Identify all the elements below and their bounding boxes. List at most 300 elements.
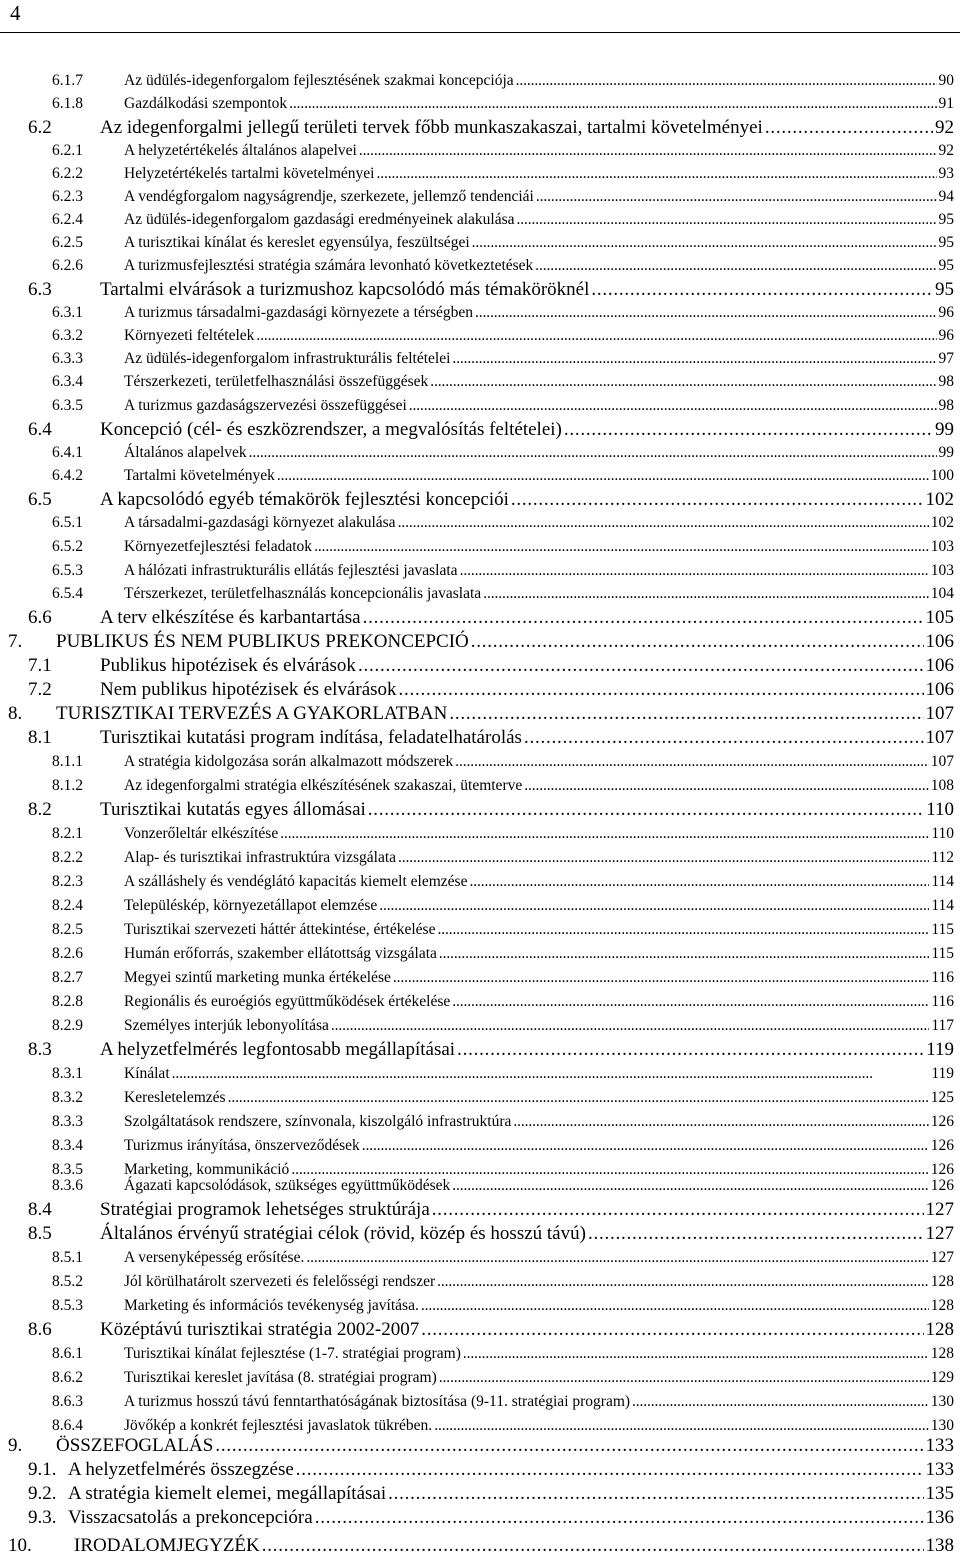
toc-dot-leader — [388, 1481, 923, 1507]
toc-entry-number: 6.3 — [0, 277, 100, 303]
toc-entry[interactable] — [0, 895, 960, 917]
toc-entry-title: Koncepció (cél- és eszközrendszer, a megvalósítás feltételei) — [100, 417, 562, 443]
toc-entry-title: Regionális és euroégiós együttműködések értékelése — [124, 991, 450, 1013]
toc-entry[interactable] — [0, 751, 960, 773]
toc-dot-leader — [398, 847, 929, 869]
toc-entry-number: 8.5.1 — [0, 1247, 124, 1269]
toc-dot-leader — [437, 919, 929, 941]
toc-dot-leader — [535, 255, 936, 277]
toc-entry-number: 8.4 — [0, 1197, 100, 1223]
toc-dot-leader — [256, 325, 936, 347]
toc-entry-title: Turisztikai kínálat fejlesztése (1-7. stratégiai program) — [124, 1343, 461, 1365]
toc-entry-title: A társadalmi-gazdasági környezet alakulása — [124, 512, 396, 534]
toc-entry-title: TURISZTIKAI TERVEZÉS A GYAKORLATBAN — [56, 701, 447, 727]
toc-entry-number: 7. — [0, 629, 56, 655]
toc-entry[interactable] — [0, 1343, 960, 1365]
toc-dot-leader — [516, 70, 937, 92]
toc-entry[interactable] — [0, 348, 960, 370]
toc-entry-number: 6.5.2 — [0, 536, 124, 558]
toc-entry-title: IRODALOMJEGYZÉK — [74, 1533, 260, 1559]
toc-entry-page: 127 — [926, 1197, 960, 1223]
toc-entry-number: 6.4.2 — [0, 465, 124, 487]
toc-entry-page: 98 — [939, 395, 960, 417]
toc-dot-leader — [591, 277, 933, 303]
toc-entry-title: Turisztikai kereslet javítása (8. stratégiai program) — [124, 1367, 437, 1389]
toc-entry-number: 8.3.5 — [0, 1159, 124, 1181]
toc-dot-leader — [439, 1367, 929, 1389]
toc-entry-page: 129 — [931, 1367, 960, 1389]
toc-entry-page: 106 — [926, 677, 960, 703]
toc-dot-leader — [306, 1247, 928, 1269]
toc-entry[interactable] — [0, 70, 960, 92]
toc-entry[interactable] — [0, 605, 960, 631]
toc-entry-number: 6.2.6 — [0, 255, 124, 277]
toc-entry[interactable] — [0, 1505, 960, 1531]
toc-entry-title: Jól körülhatárolt szervezeti és felelősségi rendszer — [124, 1271, 435, 1293]
toc-entry-page: 138 — [926, 1533, 960, 1559]
toc-entry[interactable] — [0, 371, 960, 393]
toc-entry[interactable] — [0, 93, 960, 115]
toc-entry-page: 108 — [931, 775, 960, 797]
toc-entry-page: 114 — [931, 871, 960, 893]
toc-entry[interactable] — [0, 1433, 960, 1459]
toc-entry-title: Településkép, környezetállapot elemzése — [124, 895, 377, 917]
toc-entry-page: 128 — [931, 1271, 960, 1293]
toc-entry[interactable] — [0, 1037, 960, 1063]
toc-entry[interactable] — [0, 1247, 960, 1269]
toc-entry[interactable] — [0, 701, 960, 727]
toc-entry[interactable] — [0, 186, 960, 208]
toc-entry-title: Az üdülés-idegenforgalom fejlesztésének szakmai koncepciója — [124, 70, 514, 92]
toc-entry-number: 8.2.1 — [0, 823, 124, 845]
toc-entry[interactable] — [0, 1221, 960, 1247]
toc-entry-title: Általános érvényű stratégiai célok (rövid, közép és hosszú távú) — [100, 1221, 586, 1247]
toc-entry-page: 135 — [926, 1481, 960, 1507]
toc-dot-leader — [280, 823, 929, 845]
toc-dot-leader — [517, 209, 937, 231]
toc-entry-number: 8.2.7 — [0, 967, 124, 989]
toc-entry-number: 8.5 — [0, 1221, 100, 1247]
toc-entry-page: 130 — [931, 1415, 960, 1437]
toc-entry-number: 6.2.2 — [0, 163, 124, 185]
toc-entry-number: 6.5.3 — [0, 560, 124, 582]
toc-dot-leader — [421, 1317, 923, 1343]
toc-dot-leader — [513, 1111, 928, 1133]
toc-dot-leader — [363, 605, 924, 631]
toc-entry[interactable] — [0, 1271, 960, 1293]
toc-entry[interactable] — [0, 629, 960, 655]
toc-entry-page: 128 — [926, 1317, 960, 1343]
toc-entry[interactable] — [0, 465, 960, 487]
toc-dot-leader — [524, 775, 929, 797]
toc-entry-number: 6.3.4 — [0, 371, 124, 393]
toc-entry[interactable] — [0, 1111, 960, 1133]
toc-entry-title: Gazdálkodási szempontok — [124, 93, 287, 115]
toc-entry-page: 92 — [935, 115, 960, 141]
toc-entry-page: 110 — [931, 823, 960, 845]
toc-entry-page: 107 — [926, 725, 960, 751]
toc-entry[interactable] — [0, 797, 960, 823]
toc-entry[interactable] — [0, 325, 960, 347]
toc-entry[interactable] — [0, 871, 960, 893]
toc-entry[interactable] — [0, 1457, 960, 1483]
toc-entry-number: 8.1.1 — [0, 751, 124, 773]
toc-entry[interactable] — [0, 823, 960, 845]
toc-entry-page: 128 — [931, 1295, 960, 1317]
toc-entry-number: 8.3.4 — [0, 1135, 124, 1157]
page-number: 4 — [10, 0, 21, 26]
toc-entry-number: 6.3.1 — [0, 302, 124, 324]
toc-entry[interactable] — [0, 302, 960, 324]
toc-entry-title: Térszerkezeti, területfelhasználási összefüggések — [124, 371, 428, 393]
toc-entry[interactable] — [0, 1295, 960, 1317]
toc-entry-title: Turisztikai kutatási program indítása, feladatelhatárolás — [100, 725, 522, 751]
toc-entry[interactable] — [0, 417, 960, 443]
toc-entry-page: 103 — [931, 560, 960, 582]
toc-entry-page: 102 — [926, 487, 960, 513]
toc-dot-leader — [536, 186, 937, 208]
toc-entry[interactable] — [0, 725, 960, 751]
toc-entry-page: 102 — [931, 512, 960, 534]
toc-entry-number: 8. — [0, 701, 56, 727]
toc-entry-title: A szálláshely és vendéglátó kapacitás kiemelt elemzése — [124, 871, 467, 893]
toc-entry-number: 6.3.3 — [0, 348, 124, 370]
toc-entry-page: 97 — [939, 348, 960, 370]
toc-dot-leader — [362, 1135, 929, 1157]
toc-entry-page: 126 — [931, 1111, 960, 1133]
toc-dot-leader — [376, 163, 936, 185]
toc-entry[interactable] — [0, 1135, 960, 1157]
toc-entry-number: 6.2.5 — [0, 232, 124, 254]
toc-dot-leader — [409, 395, 937, 417]
toc-entry-page: 99 — [935, 417, 960, 443]
toc-dot-leader — [314, 536, 929, 558]
toc-entry-page: 114 — [931, 895, 960, 917]
toc-entry-number: 8.6.2 — [0, 1367, 124, 1389]
toc-entry[interactable] — [0, 991, 960, 1013]
toc-entry[interactable] — [0, 967, 960, 989]
toc-entry[interactable] — [0, 512, 960, 534]
toc-dot-leader — [588, 1221, 924, 1247]
toc-entry-title: A helyzetfelmérés legfontosabb megállapításai — [100, 1037, 455, 1063]
toc-entry-title: A helyzetértékelés általános alapelvei — [124, 140, 357, 162]
toc-entry-number: 8.5.3 — [0, 1295, 124, 1317]
toc-entry-page: 110 — [926, 797, 960, 823]
toc-dot-leader — [452, 991, 929, 1013]
toc-entry-number: 6.1.8 — [0, 93, 124, 115]
toc-dot-leader — [289, 93, 936, 115]
toc-dot-leader — [359, 140, 937, 162]
toc-dot-leader — [249, 442, 937, 464]
toc-entry[interactable] — [0, 209, 960, 231]
toc-entry[interactable] — [0, 487, 960, 513]
toc-entry-number: 8.1.2 — [0, 775, 124, 797]
toc-entry-page: 112 — [931, 847, 960, 869]
toc-entry-page: 106 — [926, 653, 960, 679]
toc-entry-title: Kínálat — [124, 1063, 170, 1085]
toc-entry-page: 94 — [939, 186, 960, 208]
toc-entry-title: Marketing, kommunikáció — [124, 1159, 289, 1181]
toc-entry-title: A turizmus hosszú távú fenntarthatóságának biztosítása (9-11. stratégiai program) — [124, 1391, 630, 1413]
toc-entry-number: 6.5 — [0, 487, 100, 513]
toc-entry-page: 119 — [931, 1063, 960, 1085]
toc-entry[interactable] — [0, 583, 960, 605]
toc-dot-leader — [215, 1433, 923, 1459]
toc-entry-title: Szolgáltatások rendszere, színvonala, kiszolgáló infrastruktúra — [124, 1111, 511, 1133]
toc-entry[interactable] — [0, 1367, 960, 1389]
toc-entry-page: 95 — [935, 277, 960, 303]
toc-entry-title: Vonzerőleltár elkészítése — [124, 823, 278, 845]
toc-entry-title: Az idegenforgalmi stratégia elkészítésének szakaszai, ütemterve — [124, 775, 522, 797]
toc-entry-number: 9. — [0, 1433, 56, 1459]
toc-entry[interactable] — [0, 140, 960, 162]
toc-entry[interactable] — [0, 1481, 960, 1507]
toc-dot-leader — [228, 1087, 929, 1109]
toc-entry-number: 8.6.1 — [0, 1343, 124, 1365]
toc-entry-number: 8.2 — [0, 797, 100, 823]
toc-entry-title: A turizmus társadalmi-gazdasági környezete a térségben — [124, 302, 473, 324]
toc-entry-title: A hálózati infrastrukturális ellátás fejlesztési javaslata — [124, 560, 458, 582]
toc-entry-title: A turisztikai kínálat és kereslet egyensúlya, feszültségei — [124, 232, 470, 254]
toc-entry[interactable] — [0, 919, 960, 941]
toc-entry[interactable] — [0, 1063, 960, 1085]
toc-entry-number: 8.2.8 — [0, 991, 124, 1013]
toc-entry-page: 130 — [931, 1391, 960, 1413]
toc-entry-number: 8.2.6 — [0, 943, 124, 965]
toc-entry-title: PUBLIKUS ÉS NEM PUBLIKUS PREKONCEPCIÓ — [56, 629, 469, 655]
toc-entry-number: 6.1.7 — [0, 70, 124, 92]
toc-entry-number: 10. — [0, 1533, 74, 1559]
toc-entry[interactable] — [0, 677, 960, 703]
toc-entry[interactable] — [0, 442, 960, 464]
toc-entry-title: A turizmus gazdaságszervezési összefüggései — [124, 395, 407, 417]
toc-entry-title: Személyes interjúk lebonyolítása — [124, 1015, 329, 1037]
toc-entry-number: 8.6.4 — [0, 1415, 124, 1437]
toc-dot-leader — [457, 1037, 924, 1063]
toc-dot-leader — [432, 1197, 924, 1223]
toc-entry[interactable] — [0, 536, 960, 558]
toc-dot-leader — [765, 115, 933, 141]
toc-entry-title: Turisztikai szervezeti háttér áttekintése, értékelése — [124, 919, 435, 941]
toc-dot-leader — [277, 465, 929, 487]
toc-entry-number: 8.2.4 — [0, 895, 124, 917]
toc-entry-page: 96 — [939, 325, 960, 347]
toc-dot-leader — [455, 751, 928, 773]
toc-entry-title: Helyzetértékelés tartalmi követelményei — [124, 163, 374, 185]
toc-entry-page: 117 — [931, 1015, 960, 1037]
toc-entry-title: Keresletelemzés — [124, 1087, 226, 1109]
toc-entry-title: Turisztikai kutatás egyes állomásai — [100, 797, 366, 823]
toc-entry-number: 8.2.5 — [0, 919, 124, 941]
toc-entry-page: 126 — [931, 1135, 960, 1157]
toc-entry-number: 9.1. — [0, 1457, 68, 1483]
toc-entry[interactable] — [0, 1015, 960, 1037]
toc-entry[interactable] — [0, 560, 960, 582]
toc-entry-page: 119 — [926, 1037, 960, 1063]
toc-entry[interactable] — [0, 847, 960, 869]
toc-dot-leader — [452, 348, 936, 370]
toc-entry-title: Az üdülés-idegenforgalom infrastrukturális feltételei — [124, 348, 450, 370]
toc-entry[interactable] — [0, 1391, 960, 1413]
toc-dot-leader — [463, 1343, 929, 1365]
toc-entry-number: 8.1 — [0, 725, 100, 751]
toc-entry-title: A stratégia kidolgozása során alkalmazott módszerek — [124, 751, 453, 773]
toc-entry-number: 6.2.4 — [0, 209, 124, 231]
toc-entry-number: 6.3.2 — [0, 325, 124, 347]
toc-entry-page: 92 — [939, 140, 960, 162]
toc-entry[interactable] — [0, 1175, 960, 1197]
toc-entry-title: A vendégforgalom nagyságrendje, szerkezete, jellemző tendenciái — [124, 186, 534, 208]
toc-entry-number: 8.2.3 — [0, 871, 124, 893]
toc-entry-number: 8.6.3 — [0, 1391, 124, 1413]
toc-entry-title: Publikus hipotézisek és elvárások — [100, 653, 356, 679]
toc-dot-leader — [368, 797, 924, 823]
toc-entry-title: A turizmusfejlesztési stratégia számára levonható következtetések — [124, 255, 533, 277]
toc-entry-number: 8.3.6 — [0, 1175, 124, 1197]
toc-entry-number: 6.2 — [0, 115, 100, 141]
toc-entry[interactable] — [0, 1317, 960, 1343]
toc-dot-leader — [449, 701, 923, 727]
toc-entry-title: Környezetfejlesztési feladatok — [124, 536, 312, 558]
toc-entry-number: 6.4.1 — [0, 442, 124, 464]
toc-entry[interactable] — [0, 653, 960, 679]
toc-entry-page: 90 — [939, 70, 960, 92]
toc-entry-number: 8.3.1 — [0, 1063, 124, 1085]
toc-entry[interactable] — [0, 1087, 960, 1109]
toc-entry-page: 95 — [939, 209, 960, 231]
toc-entry-number: 9.2. — [0, 1481, 68, 1507]
toc-entry-title: Általános alapelvek — [124, 442, 247, 464]
toc-entry-page: 136 — [926, 1505, 960, 1531]
toc-entry-page: 96 — [939, 302, 960, 324]
toc-dot-leader — [460, 560, 929, 582]
toc-dot-leader — [524, 725, 924, 751]
toc-entry-page: 105 — [926, 605, 960, 631]
toc-entry-page: 107 — [931, 751, 960, 773]
toc-entry-title: ÖSSZEFOGLALÁS — [56, 1433, 213, 1459]
toc-entry-page: 125 — [931, 1087, 960, 1109]
toc-entry[interactable] — [0, 163, 960, 185]
toc-entry-title: Jövőkép a konkrét fejlesztési javaslatok tükrében. — [124, 1415, 432, 1437]
toc-entry-title: Az üdülés-idegenforgalom gazdasági eredményeinek alakulása — [124, 209, 515, 231]
toc-entry-title: Tartalmi követelmények — [124, 465, 275, 487]
toc-entry-title: Stratégiai programok lehetséges struktúrája — [100, 1197, 430, 1223]
toc-entry-title: Alap- és turisztikai infrastruktúra vizsgálata — [124, 847, 396, 869]
toc-entry[interactable] — [0, 1197, 960, 1223]
toc-entry[interactable] — [0, 395, 960, 417]
toc-entry-title: A versenyképesség erősítése. — [124, 1247, 304, 1269]
toc-entry-number: 6.3.5 — [0, 395, 124, 417]
toc-entry-title: Turizmus irányítása, önszerveződések — [124, 1135, 360, 1157]
toc-entry-title: A stratégia kiemelt elemei, megállapításai — [68, 1481, 386, 1507]
toc-entry-title: Az idegenforgalmi jellegű területi tervek főbb munkaszakaszai, tartalmi követelményei — [100, 115, 763, 141]
toc-entry-page: 95 — [939, 232, 960, 254]
toc-entry-title: Térszerkezet, területfelhasználás koncepcionális javaslata — [124, 583, 481, 605]
toc-entry-title: Marketing és információs tevékenység javítása. — [124, 1295, 419, 1317]
toc-entry[interactable] — [0, 277, 960, 303]
toc-entry-title: Ágazati kapcsolódások, szükséges együttműködések — [124, 1175, 450, 1197]
toc-entry-title: A terv elkészítése és karbantartása — [100, 605, 361, 631]
toc-dot-leader — [358, 653, 924, 679]
toc-dot-leader — [511, 487, 924, 513]
toc-entry-number: 8.3.2 — [0, 1087, 124, 1109]
toc-entry-title: Középtávú turisztikai stratégia 2002-2007 — [100, 1317, 419, 1343]
toc-entry[interactable] — [0, 115, 960, 141]
toc-entry-title: Humán erőforrás, szakember ellátottság vizsgálata — [124, 943, 437, 965]
toc-entry-title: A helyzetfelmérés összegzése — [68, 1457, 294, 1483]
toc-dot-leader — [398, 512, 929, 534]
toc-entry-number: 6.4 — [0, 417, 100, 443]
toc-dot-leader — [379, 895, 929, 917]
toc-dot-leader — [421, 1295, 929, 1317]
toc-dot-leader — [483, 583, 929, 605]
toc-entry-page: 100 — [931, 465, 960, 487]
toc-entry-title: Visszacsatolás a prekoncepcióra — [68, 1505, 313, 1531]
toc-entry-number: 8.5.2 — [0, 1271, 124, 1293]
toc-dot-leader — [262, 1533, 924, 1559]
toc-entry-page: 116 — [931, 967, 960, 989]
toc-entry-number: 7.2 — [0, 677, 100, 703]
toc-dot-leader — [471, 629, 924, 655]
toc-entry-page: 93 — [939, 163, 960, 185]
toc-dot-leader — [331, 1015, 929, 1037]
toc-entry-page: 95 — [939, 255, 960, 277]
toc-dot-leader — [296, 1457, 924, 1483]
toc-entry[interactable] — [0, 1533, 960, 1559]
toc-entry-page: 103 — [931, 536, 960, 558]
toc-entry[interactable] — [0, 775, 960, 797]
toc-entry-number: 8.3 — [0, 1037, 100, 1063]
toc-dot-leader — [393, 967, 929, 989]
toc-entry-page: 116 — [931, 991, 960, 1013]
toc-dot-leader — [399, 677, 924, 703]
toc-entry-page: 133 — [926, 1433, 960, 1459]
toc-entry-title: Nem publikus hipotézisek és elvárások — [100, 677, 397, 703]
toc-entry-page: 126 — [931, 1175, 960, 1197]
toc-entry-page: 99 — [939, 442, 960, 464]
toc-dot-leader — [172, 1063, 930, 1085]
toc-entry-number: 6.2.1 — [0, 140, 124, 162]
toc-entry-title: Környezeti feltételek — [124, 325, 254, 347]
toc-entry-page: 127 — [931, 1247, 960, 1269]
toc-dot-leader — [452, 1175, 928, 1197]
toc-entry-page: 91 — [939, 93, 960, 115]
toc-dot-leader — [437, 1271, 929, 1293]
toc-entry-page: 133 — [926, 1457, 960, 1483]
toc-entry-number: 8.3.3 — [0, 1111, 124, 1133]
toc-entry-title: Megyei szintű marketing munka értékelése — [124, 967, 391, 989]
toc-entry-page: 126 — [931, 1159, 960, 1181]
toc-entry-number: 7.1 — [0, 653, 100, 679]
toc-entry[interactable] — [0, 232, 960, 254]
toc-dot-leader — [430, 371, 936, 393]
toc-entry[interactable] — [0, 255, 960, 277]
toc-entry-page: 104 — [931, 583, 960, 605]
toc-dot-leader — [632, 1391, 929, 1413]
toc-entry-page: 98 — [939, 371, 960, 393]
toc-entry-number: 6.5.4 — [0, 583, 124, 605]
toc-entry-title: A kapcsolódó egyéb témakörök fejlesztési koncepciói — [100, 487, 509, 513]
toc-entry[interactable] — [0, 943, 960, 965]
toc-entry-number: 8.2.9 — [0, 1015, 124, 1037]
toc-entry-number: 6.5.1 — [0, 512, 124, 534]
toc-dot-leader — [469, 871, 929, 893]
toc-entry-page: 115 — [931, 943, 960, 965]
toc-dot-leader — [439, 943, 929, 965]
toc-entry-number: 6.2.3 — [0, 186, 124, 208]
toc-entry-page: 106 — [926, 629, 960, 655]
toc-entry-number: 6.6 — [0, 605, 100, 631]
